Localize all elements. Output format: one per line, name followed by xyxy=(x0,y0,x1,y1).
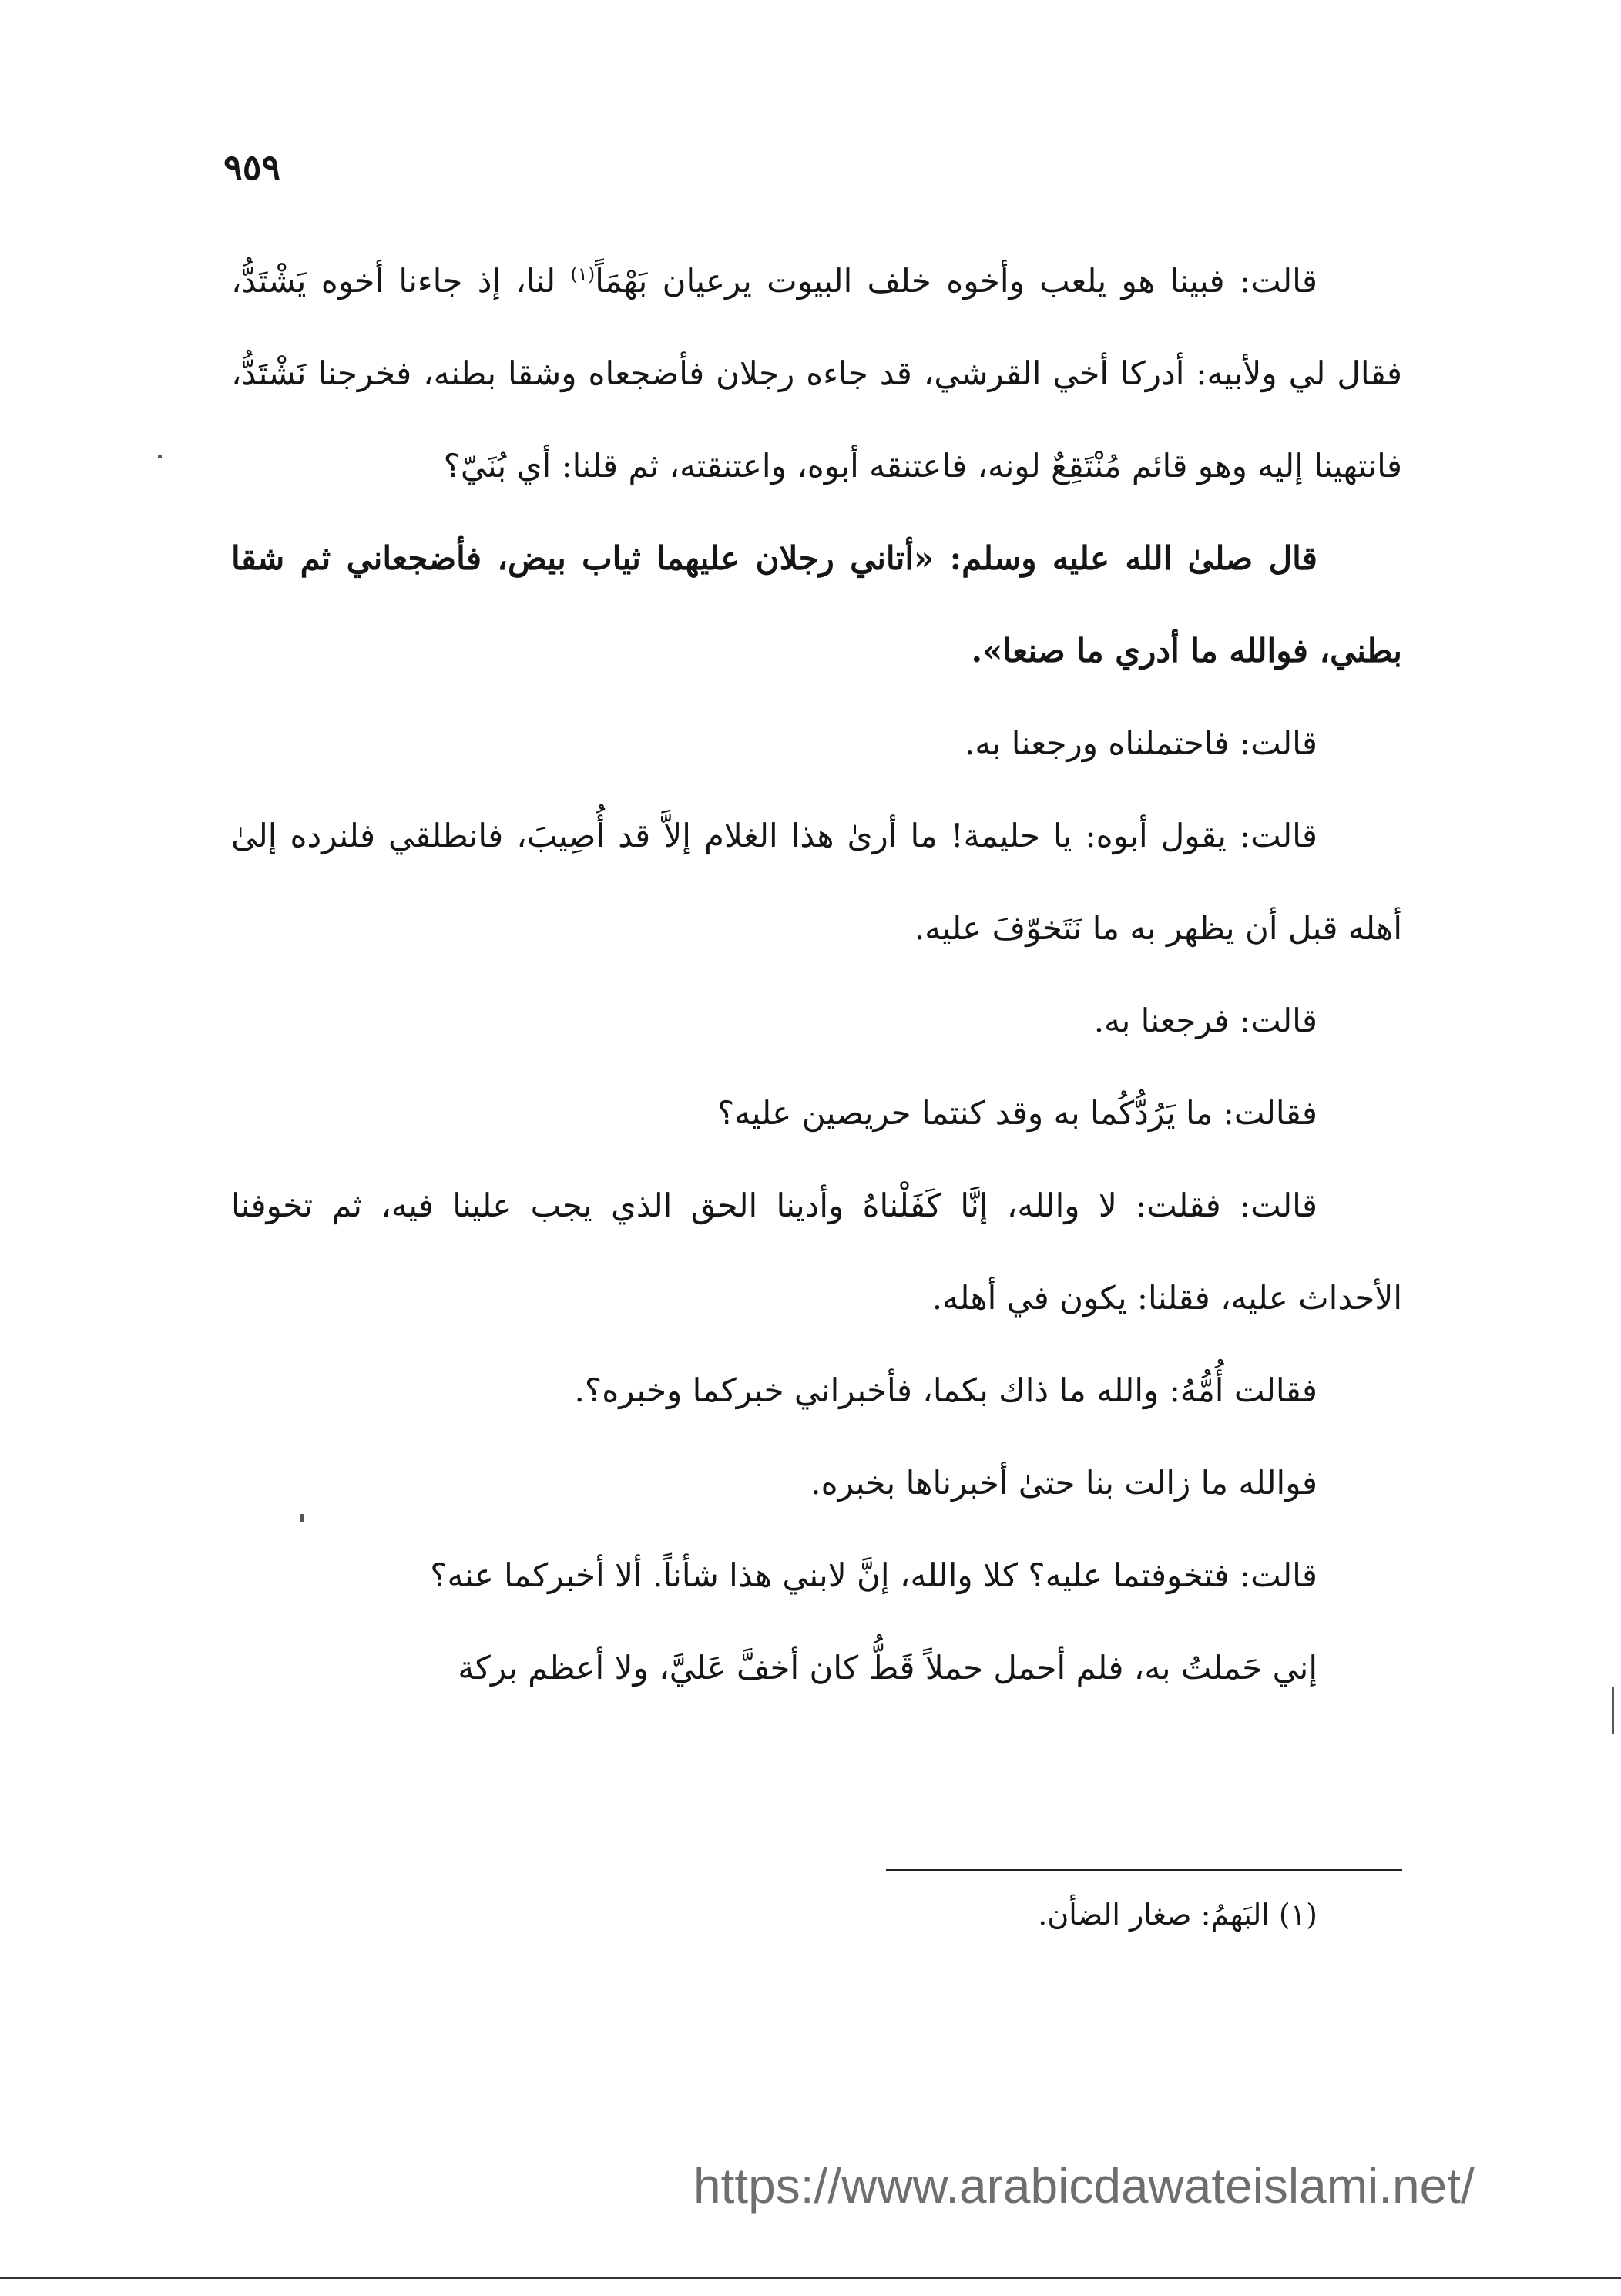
footnote: (١) البَهمُ: صغار الضأن. xyxy=(1038,1898,1317,1932)
paragraph: قالت: فرجعنا به. xyxy=(1093,1002,1317,1039)
paragraph: فقالت: ما يَرُدُّكُما به وقد كنتما حريصين عليه؟ xyxy=(717,1094,1317,1132)
paragraph: قالت: يقول أبوه: يا حليمة! ما أرىٰ هذا الغلام إلاَّ قد أُصِيبَ، فانطلقي فلنرده إلىٰ أهله قبل أن يظهر به ما نَتَخوّفَ عليه. xyxy=(231,817,1402,947)
scan-edge-line xyxy=(0,2277,1621,2279)
footnote-divider xyxy=(886,1869,1402,1871)
page-number: ٩٥٩ xyxy=(223,146,281,188)
paragraph: قالت: فتخوفتما عليه؟ كلا والله، إنَّ لابني هذا شأناً. ألا أخبركما عنه؟ xyxy=(430,1556,1317,1594)
paragraph-text: قالت: فبينا هو يلعب وأخوه خلف البيوت يرعيان بَهْمَاً xyxy=(595,262,1317,300)
scan-speck xyxy=(300,1514,304,1522)
hadith-quote-paragraph: قال صلىٰ الله عليه وسلم: «أتاني رجلان عليهما ثياب بيض، فأضجعاني ثم شقا بطني، فوالله ما أدري ما صنعا». xyxy=(231,539,1402,670)
scan-edge-mark xyxy=(1612,1687,1614,1734)
body-text xyxy=(231,235,1402,1714)
paragraph: قالت: فاحتملناه ورجعنا به. xyxy=(964,724,1317,762)
paragraph: فقالت أُمُّهُ: والله ما ذاك بكما، فأخبراني خبركما وخبره؟. xyxy=(574,1371,1317,1409)
scan-speck xyxy=(158,455,162,458)
footnote-reference: (١) xyxy=(570,264,596,285)
paragraph: فوالله ما زالت بنا حتىٰ أخبرناها بخبره. xyxy=(810,1464,1317,1502)
paragraph-text: لنا، إذ جاءنا أخوه يَشْتَدُّ، فقال لي ولأبيه: أدركا أخي القرشي، قد جاءه رجلان فأضجعاه وشقا بطنه، فخرجنا نَشْتَدُّ، فانتهينا إليه وهو قائم مُنْتَقِعٌ لونه، فاعتنقه أبوه، واعتنقته، ثم قلنا: أي بُنَيّ؟ xyxy=(231,262,1402,485)
paragraph: إني حَملتُ به، فلم أحمل حملاً قَطُّ كان أخفَّ عَليَّ، ولا أعظم بركة xyxy=(458,1649,1317,1687)
paragraph: قالت: فقلت: لا والله، إنَّا كَفَلْناهُ وأدينا الحق الذي يجب علينا فيه، ثم تخوفنا الأحداث عليه، فقلنا: يكون في أهله. xyxy=(231,1187,1402,1317)
paragraph xyxy=(231,235,1402,512)
watermark-url: https://www.arabicdawateislami.net/ xyxy=(693,2158,1475,2214)
